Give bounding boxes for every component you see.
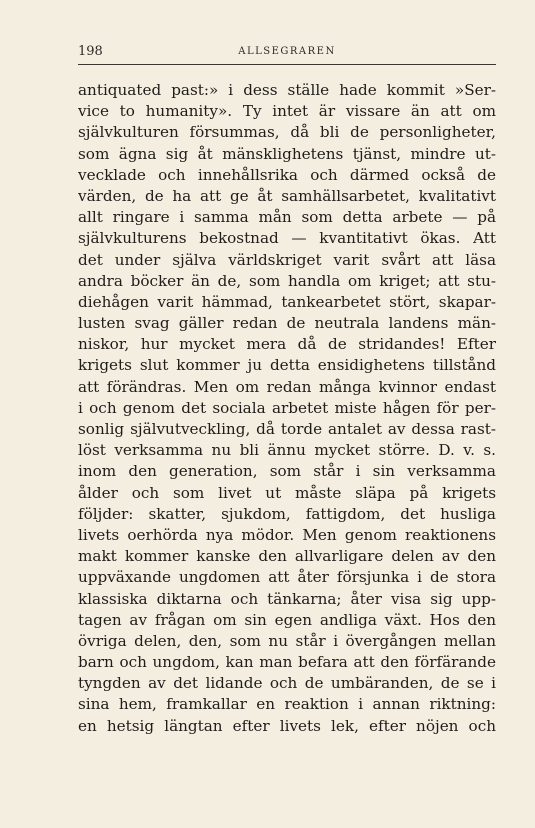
running-head	[78, 44, 496, 62]
text-line: det under själva världskriget varit svårt att läsa	[78, 250, 496, 269]
text-line: självkulturen försummas, då bli de personligheter,	[78, 123, 496, 142]
text-line: löst verksamma nu bli ännu mycket större. D. v. s.	[78, 441, 496, 460]
journal-title: ALLSEGRAREN	[238, 46, 336, 57]
text-line: krigets slut kommer ju detta ensidighetens tillstånd	[78, 356, 496, 375]
text-line: uppväxande ungdomen att åter försjunka i de stora	[78, 568, 496, 587]
text-line: en hetsig längtan efter livets lek, efter nöjen och	[78, 716, 496, 735]
text-line: följder: skatter, sjukdom, fattigdom, det husliga	[78, 504, 496, 523]
text-line: antiquated past:» i dess ställe hade kommit »Ser-	[78, 81, 496, 99]
text-line: barn och ungdom, kan man befara att den förfärande	[78, 653, 496, 672]
text-line: livets oerhörda nya mödor. Men genom reaktionens	[78, 525, 496, 544]
text-line: tyngden av det lidande och de umbäranden, de se i	[78, 674, 496, 693]
text-line: klassiska diktarna och tänkarna; åter visa sig upp-	[78, 589, 496, 608]
text-line: sina hem, framkallar en reaktion i annan riktning:	[78, 695, 496, 714]
text-line: andra böcker än de, som handla om kriget; att stu-	[78, 271, 496, 290]
text-line: allt ringare i samma mån som detta arbete — på	[78, 208, 496, 227]
text-line: i och genom det sociala arbetet miste hågen för per-	[78, 398, 496, 417]
text-line: sonlig självutveckling, då torde antalet av dessa rast-	[78, 420, 496, 438]
header-rule	[78, 64, 496, 65]
text-line: som ägna sig åt mänsklighetens tjänst, mindre ut-	[78, 144, 496, 163]
text-line: diehågen varit hämmad, tankearbetet stört, skapar-	[78, 292, 496, 311]
text-line: värden, de ha att ge åt samhällsarbetet, kvalitativt	[78, 186, 496, 205]
text-line: niskor, hur mycket mera då de stridandes! Efter	[78, 335, 496, 354]
body-text	[78, 80, 496, 737]
text-line: självkulturens bekostnad — kvantitativt ökas. Att	[78, 229, 496, 248]
text-line: vice to humanity». Ty intet är vissare än att om	[78, 102, 496, 121]
text-line: att förändras. Men om redan många kvinnor endast	[78, 377, 496, 396]
text-line: tagen av frågan om sin egen andliga växt. Hos den	[78, 610, 496, 629]
text-line: ålder och som livet ut måste släpa på krigets	[78, 483, 496, 502]
text-line: vecklade och innehållsrika och därmed också de	[78, 165, 496, 184]
text-line: lusten svag gäller redan de neutrala landens män-	[78, 314, 496, 333]
page-number: 198	[78, 44, 103, 59]
text-line: inom den generation, som står i sin verksamma	[78, 462, 496, 481]
text-line: övriga delen, den, som nu står i övergången mellan	[78, 631, 496, 650]
text-line: makt kommer kanske den allvarligare delen av den	[78, 547, 496, 566]
